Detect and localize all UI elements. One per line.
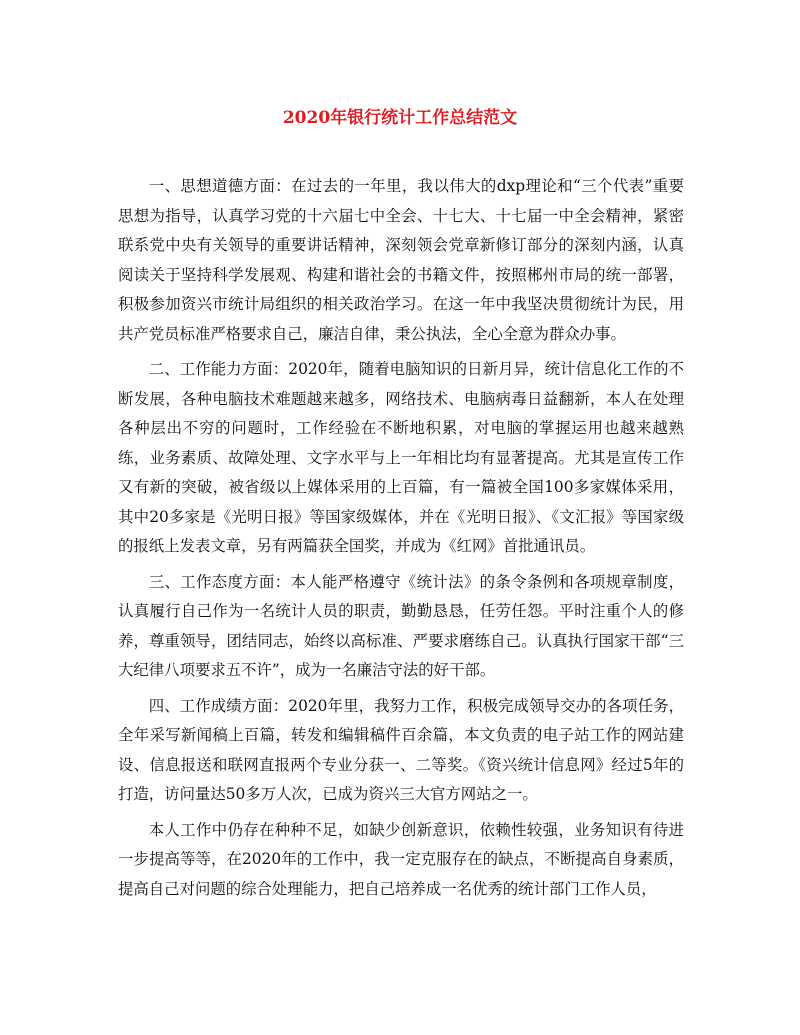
paragraph-ability: 二、工作能力方面：2020年，随着电脑知识的日新月异，统计信息化工作的不断发展，各种电脑技术难题越来越多，网络技术、电脑病毒日益翻新，本人在处理各种层出不穷的问题时，工作经验在不断地积累，对电脑的掌握运用也越来越熟练，业务素质、故障处理、文字水平与上一年相比均有显著提高。尤其是宣传工作又有新的突破，被省级以上媒体采用的上百篇，有一篇被全国100多家媒体采用，其中20多家是《光明日报》等国家级媒体，并在《光明日报》、《文汇报》等国家级的报纸上发表文章，另有两篇获全国奖，并成为《红网》首批通讯员。	[118, 360, 684, 555]
paragraph-attitude: 三、工作态度方面：本人能严格遵守《统计法》的条令条例和各项规章制度，认真履行自己作为一名统计人员的职责，勤勤恳恳，任劳任怨。平时注重个人的修养，尊重领导，团结同志，始终以高标准、严要求磨练自己。认真执行国家干部“三大纪律八项要求五不许”，成为一名廉洁守法的好干部。	[118, 572, 684, 679]
paragraph-moral: 一、思想道德方面：在过去的一年里，我以伟大的dxp理论和“三个代表”重要思想为指导，认真学习党的十六届七中全会、十七大、十七届一中全会精神，紧密联系党中央有关领导的重要讲话精神，深刻领会党章新修订部分的深刻内涵，认真阅读关于坚持科学发展观、构建和谐社会的书籍文件，按照郴州市局的统一部署，积极参加资兴市统计局组织的相关政治学习。在这一年中我坚决贯彻统计为民，用共产党员标准严格要求自己，廉洁自律，秉公执法，全心全意为群众办事。	[118, 177, 684, 343]
document-body	[118, 172, 684, 910]
document-title: 2020年银行统计工作总结范文	[282, 108, 518, 128]
paragraph-shortcomings: 本人工作中仍存在种种不足，如缺少创新意识，依赖性较强，业务知识有待进一步提高等等，在2020年的工作中，我一定克服存在的缺点，不断提高自身素质，提高自己对问题的综合处理能力，把自己培养成一名优秀的统计部门工作人员，	[118, 820, 684, 898]
paragraph-achievement: 四、工作成绩方面：2020年里，我努力工作，积极完成领导交办的各项任务，全年采写新闻稿上百篇，转发和编辑稿件百余篇，本文负责的电子站工作的网站建设、信息报送和联网直报两个专业分获一、二等奖。《资兴统计信息网》经过5年的打造，访问量达50多万人次，已成为资兴三大官方网站之一。	[118, 696, 684, 803]
